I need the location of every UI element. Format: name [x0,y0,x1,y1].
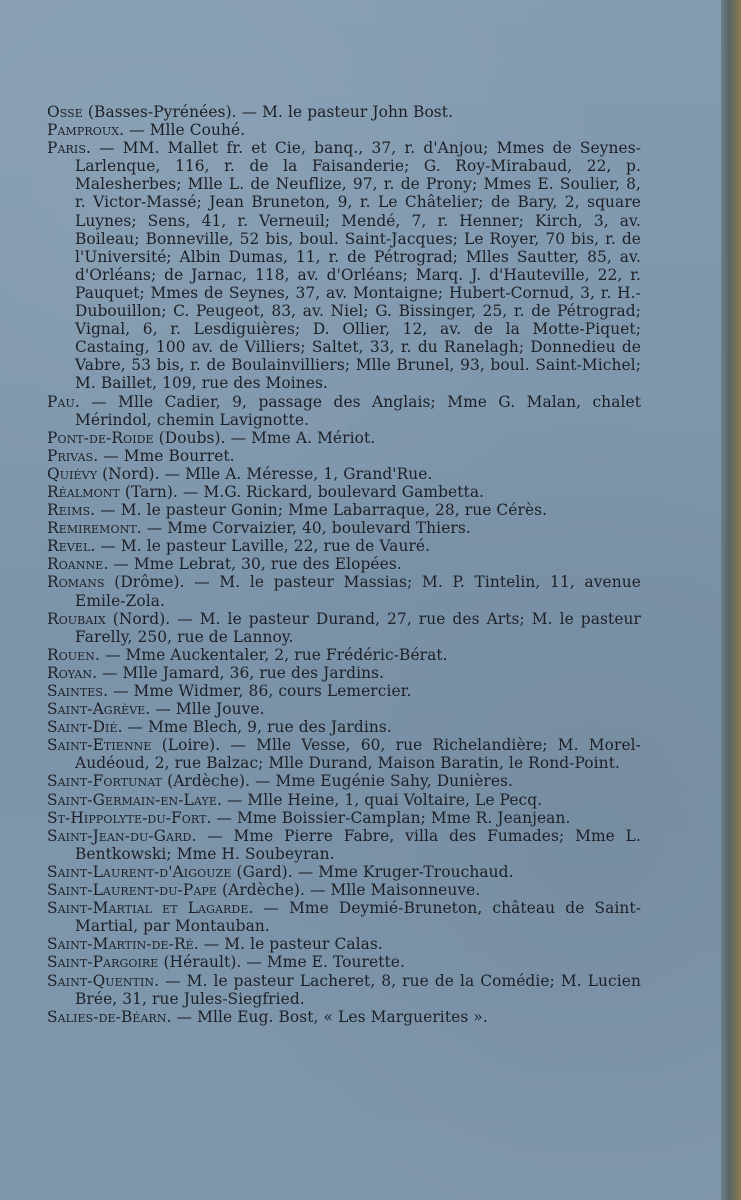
entry-realmont [47,483,641,501]
entry-pont-de-roide [47,429,641,447]
entry-text: . — Mlle Cadier, 9, passage des Anglais; Mme G. Malan, chalet Mérindol, chemin Lavignotte. [74,392,641,429]
place-name: Saint-Martin-de-Ré [47,935,194,954]
entry-text: (Loire). — Mlle Vesse, 60, rue Richelandière; M. Morel-Audéoud, 2, rue Balzac; Mlle Durand, Maison Baratin, le Rond-Point. [75,736,641,773]
entry-text: (Nord). — Mlle A. Méresse, 1, Grand'Rue. [97,464,433,483]
place-name: Privas [47,446,94,465]
place-name: Remiremont [47,519,137,538]
place-name: Saint-Dié [47,718,118,737]
entry-saint-pargoire [47,953,641,971]
entry-text: (Ardèche). — Mlle Maisonneuve. [217,881,481,900]
entry-saint-jean-du-gard [47,827,641,863]
entry-text: . — Mme Blech, 9, rue des Jardins. [117,718,392,737]
place-name: Saint-Germain-en-Laye [47,790,217,809]
entry-text: (Gard). — Mme Kruger-Trouchaud. [231,862,514,881]
entry-text: . — Mme Deymié-Bruneton, château de Saint-Martial, par Montauban. [75,899,642,936]
entry-text: . — Mlle Couhé. [119,121,246,140]
entry-saint-germain-en-laye [47,791,641,809]
entry-text: . — Mme Auckentaler, 2, rue Frédéric-Bérat. [95,645,448,664]
entry-text: . — M. le pasteur Gonin; Mme Labarraque, 28, rue Cérès. [90,501,548,520]
entry-text: . — M. le pasteur Lacheret, 8, rue de la Comédie; M. Lucien Brée, 31, rue Jules-Siegfried. [75,971,641,1008]
place-name: Osse [47,103,83,121]
entry-text: . — Mlle Jamard, 36, rue des Jardins. [92,663,385,682]
place-name: Saint-Martial et Lagarde [47,899,249,918]
place-name: Roubaix [47,609,106,628]
entry-revel [47,537,641,555]
entry-roubaix [47,610,641,646]
entry-pamproux [47,121,641,139]
entry-text: (Drôme). — M. le pasteur Massias; M. P. Tintelin, 11, avenue Emile-Zola. [75,573,641,610]
place-name: Pamproux [47,121,120,140]
place-name: Pau [47,392,75,411]
entry-saint-laurent-d-aigouze [47,863,641,881]
place-name: Saint-Etienne [47,736,152,755]
entry-text: (Ardèche). — Mme Eugénie Sahy, Dunières. [162,772,514,791]
entry-paris [47,139,641,392]
place-name: Rouen [47,645,96,664]
entry-st-hippolyte-du-fort [47,809,641,827]
entry-roanne [47,555,641,573]
place-name: Salies-de-Béarn [47,1007,167,1026]
entry-text: . — M. le pasteur Calas. [193,935,383,954]
place-name: Reims [47,501,91,520]
entry-saint-martial-et-lagarde [47,899,641,935]
entry-text: . — Mlle Jouve. [145,700,265,719]
entry-text: . — Mme Boissier-Camplan; Mme R. Jeanjean. [206,808,571,827]
entry-rouen [47,646,641,664]
entry-royan [47,664,641,682]
entry-text: . — MM. Mallet fr. et Cie, banq., 37, r. d'Anjou; Mmes de Seynes-Larlenque, 116, r. de la Faisanderie; G. Roy-Mirabaud, 22, p. Malesherbes; Mlle L. de Neuflize, 97, r. de Prony; Mmes E. Soulier, 8, r. Victor-Massé; Jean Bruneton, 9, r. Le Châtelier; de Bary, 2, square Luynes; Sens, 41, r. Verneuil; Mendé, 7, r. Henner; Kirch, 3, av. Boileau; Bonneville, 52 bis, boul. Saint-Jacques; Le Royer, 70 bis, r. de l'Université; Albin Dumas, 11, r. de Pétrograd; Mlles Sautter, 85, av. d'Orléans; de Jarnac, 118, av. d'Orléans; Marq. J. d'Hauteville, 22, r. Pauquet; Mmes de Seynes, 37, av. Montaigne; Hubert-Cornud, 3, r. H.-Dubouillon; C. Peugeot, 83, av. Niel; G. Bissinger, 25, r. de Pétrograd; Vignal, 6, r. Lesdiguières; D. Ollier, 12, av. de la Motte-Piquet; Castaing, 100 av. de Villiers; Saltet, 33, r. du Ranelagh; Donnedieu de Vabre, 53 bis, r. de Boulainvilliers; Mlle Brunel, 93, boul. Saint-Michel; M. Baillet, 109, rue des Moines. [75,139,641,393]
entry-romans [47,573,641,609]
entry-saint-laurent-du-pape [47,881,641,899]
entry-text: . — Mme Widmer, 86, cours Lemercier. [103,682,412,700]
place-name: Revel [47,537,91,556]
place-name: Saintes [47,682,104,700]
place-name: Saint-Quentin [47,971,155,990]
place-name: Saint-Laurent-d'Aigouze [47,862,232,881]
entry-reims [47,501,641,519]
place-name: Roanne [47,555,104,574]
place-name: Réalmont [47,482,120,501]
entry-saint-fortunat [47,772,641,790]
place-name: Saint-Fortunat [47,772,163,791]
entry-text: . — Mlle Heine, 1, quai Voltaire, Le Pecq. [216,790,543,809]
entry-text: . — Mme Corvaizier, 40, boulevard Thiers. [136,519,471,538]
entry-text: (Doubs). — Mme A. Mériot. [153,428,376,447]
entry-text: . — Mme Lebrat, 30, rue des Elopées. [103,555,402,574]
place-name: Saint-Jean-du-Gard [47,826,192,845]
entry-text: (Basses-Pyrénées). — M. le pasteur John Bost. [82,103,454,121]
entry-text: (Tarn). — M.G. Rickard, boulevard Gambetta. [119,482,485,501]
place-name: Royan [47,663,93,682]
entry-text: . — Mme Pierre Fabre, villa des Fumades; Mme L. Bentkowski; Mme H. Soubeyran. [75,826,641,863]
entry-text: (Hérault). — Mme E. Tourette. [158,953,405,972]
entry-osse [47,103,641,121]
entry-privas [47,447,641,465]
entry-saint-etienne [47,736,641,772]
entry-saintes [47,682,641,700]
entry-pau [47,393,641,429]
place-name: Pont-de-Roide [47,428,154,447]
entry-salies-de-bearn [47,1008,641,1026]
entry-text: . — M. le pasteur Laville, 22, rue de Vauré. [90,537,431,556]
entry-saint-agreve [47,700,641,718]
place-name: Quiévy [47,464,98,483]
entry-quievy [47,465,641,483]
entry-saint-die [47,718,641,736]
entry-text: . — Mlle Eug. Bost, « Les Marguerites ». [166,1007,488,1026]
place-name: Romans [47,573,105,592]
place-name: St-Hippolyte-du-Fort [47,808,207,827]
entry-text: . — Mme Bourret. [93,446,235,465]
place-name: Saint-Laurent-du-Pape [47,881,218,900]
entry-saint-quentin [47,972,641,1008]
entry-remiremont [47,519,641,537]
place-name: Saint-Agrève [47,700,146,719]
place-name: Paris [47,139,86,158]
entry-saint-martin-de-re [47,935,641,953]
place-name: Saint-Pargoire [47,953,159,972]
entry-text: (Nord). — M. le pasteur Durand, 27, rue des Arts; M. le pasteur Farelly, 250, rue de Lannoy. [75,609,641,646]
